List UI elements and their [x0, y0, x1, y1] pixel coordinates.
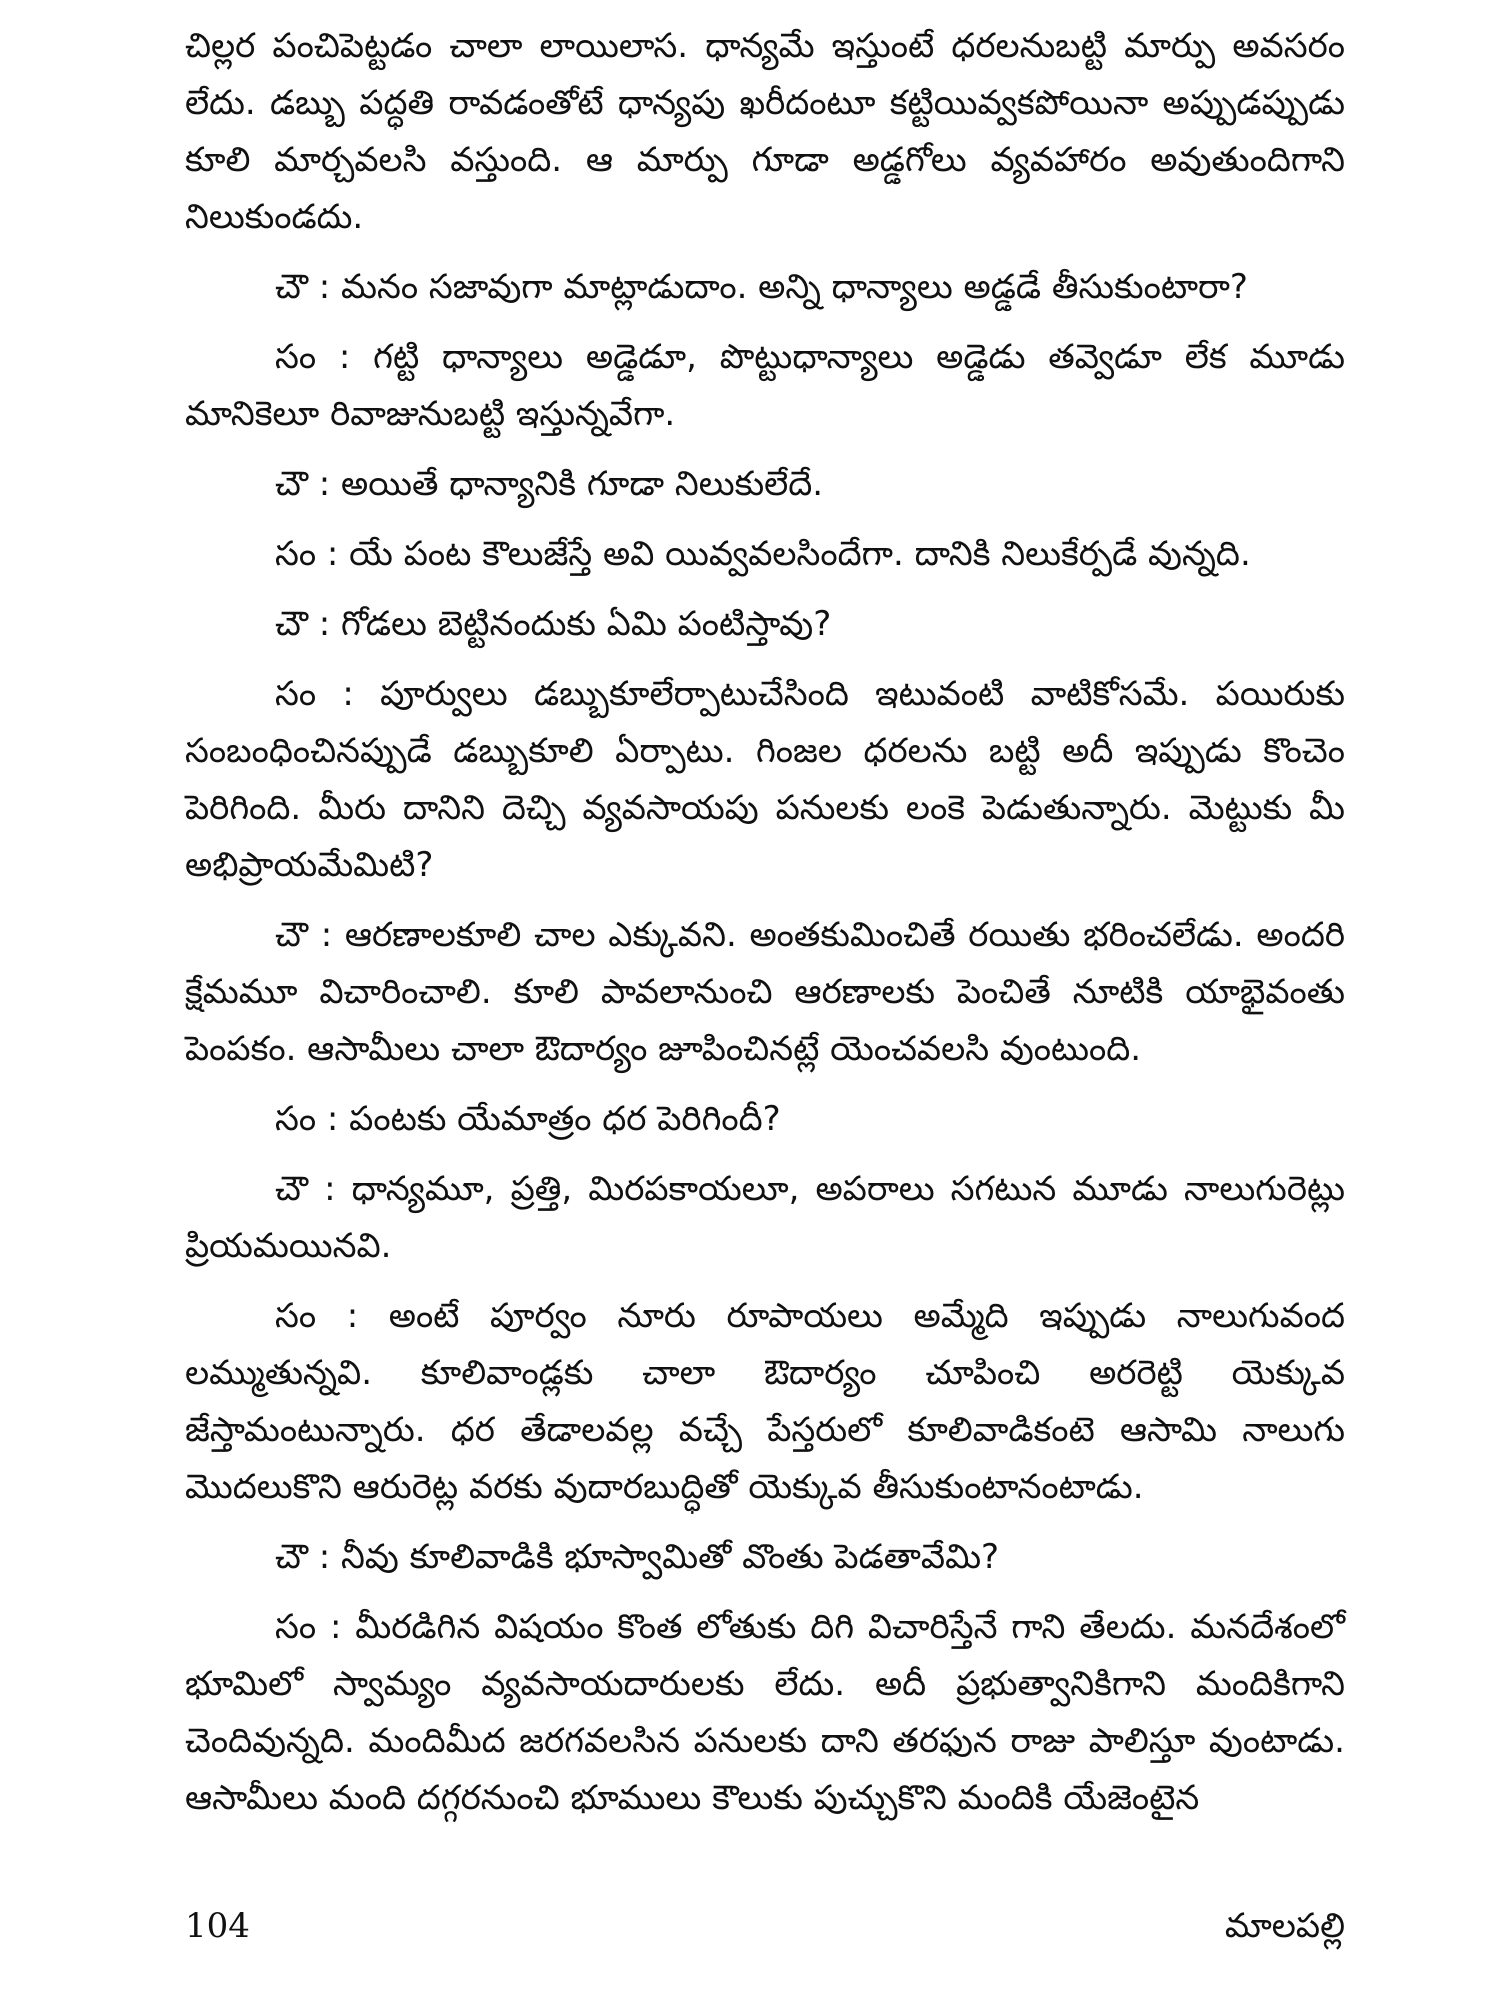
dialogue-paragraph: చౌ : ధాన్యమూ, ప్రత్తి, మిరపకాయలూ, అపరాలు సగటున మూడు నాలుగురెట్లు ప్రియమయినవి. — [185, 1169, 1345, 1266]
dialogue-paragraph: సం : అంటే పూర్వం నూరు రూపాయలు అమ్మేది ఇప్పుడు నాలుగువంద లమ్ముతున్నవి. కూలివాండ్లకు చాలా ఔదార్యం చూపించి అరరెట్టి యెక్కువ జేస్తామంటున్నారు. ధర తేడాలవల్ల వచ్చే పేస్తరులో కూలివాడికంటె ఆసామి నాలుగు మొదలుకొని ఆరురెట్ల వరకు వుదారబుద్ధితో యెక్కువ తీసుకుంటానంటాడు. — [185, 1296, 1345, 1507]
dialogue-paragraph: చౌ : గోడలు బెట్టినందుకు ఏమి పంటిస్తావు? — [275, 604, 832, 644]
dialogue-paragraph: సం : మీరడిగిన విషయం కొంత లోతుకు దిగి విచారిస్తేనే గాని తేలదు. మనదేశంలో భూమిలో స్వామ్యం వ్యవసాయదారులకు లేదు. అదీ ప్రభుత్వానికిగాని మందికిగాని చెందివున్నది. మందిమీద జరగవలసిన పనులకు దాని తరఫున రాజు పాలిస్తూ వుంటాడు. ఆసామీలు మంది దగ్గరనుంచి భూములు కౌలుకు పుచ్చుకొని మందికి యేజెంటైన — [185, 1607, 1345, 1818]
dialogue-paragraph: చౌ : నీవు కూలివాడికి భూస్వామితో వొంతు పెడతావేమి? — [275, 1537, 1000, 1577]
running-title: మాలపల్లి — [1224, 1906, 1345, 1946]
page-body-text — [185, 18, 1345, 1840]
dialogue-paragraph: చౌ : అయితే ధాన్యానికి గూడా నిలుకులేదే. — [275, 464, 824, 504]
dialogue-paragraph: సం : పంటకు యేమాత్రం ధర పెరిగిందీ? — [275, 1099, 781, 1139]
page-footer — [185, 1898, 1345, 1954]
page-number: 104 — [185, 1906, 250, 1946]
dialogue-paragraph: చౌ : ఆరణాలకూలి చాల ఎక్కువని. అంతకుమించితే రయితు భరించలేడు. అందరి క్షేమమూ విచారించాలి. కూలి పావలానుంచి ఆరణాలకు పెంచితే నూటికి యాభైవంతు పెంపకం. ఆసామీలు చాలా ఔదార్యం జూపించినట్లే యెంచవలసి వుంటుంది. — [185, 915, 1345, 1069]
dialogue-paragraph: సం : యే పంట కౌలుజేస్తే అవి యివ్వవలసిందేగా. దానికి నిలుకేర్పడే వున్నది. — [275, 534, 1251, 574]
dialogue-paragraph: చౌ : మనం సజావుగా మాట్లాడుదాం. అన్ని ధాన్యాలు అడ్డడే తీసుకుంటారా? — [275, 267, 1248, 307]
book-page — [185, 18, 1345, 1978]
paragraph-continuation: చిల్లర పంచిపెట్టడం చాలా లాయిలాస. ధాన్యమే ఇస్తుంటే ధరలనుబట్టి మార్పు అవసరం లేదు. డబ్బు పద్ధతి రావడంతోటే ధాన్యపు ఖరీదంటూ కట్టియివ్వకపోయినా అప్పుడప్పుడు కూలి మార్చవలసి వస్తుంది. ఆ మార్పు గూడా అడ్డగోలు వ్యవహారం అవుతుందిగాని నిలుకుండదు. — [185, 26, 1345, 237]
dialogue-paragraph: సం : గట్టి ధాన్యాలు అడ్డెడూ, పొట్టుధాన్యాలు అడ్డెడు తవ్వెడూ లేక మూడు మానికెలూ రివాజునుబట్టి ఇస్తున్నవేగా. — [185, 337, 1345, 434]
dialogue-paragraph: సం : పూర్వులు డబ్బుకూలేర్పాటుచేసింది ఇటువంటి వాటికోసమే. పయిరుకు సంబంధించినప్పుడే డబ్బుకూలి ఏర్పాటు. గింజల ధరలను బట్టి అదీ ఇప్పుడు కొంచెం పెరిగింది. మీరు దానిని దెచ్చి వ్యవసాయపు పనులకు లంకె పెడుతున్నారు. మెట్టుకు మీ అభిప్రాయమేమిటి? — [185, 674, 1345, 885]
